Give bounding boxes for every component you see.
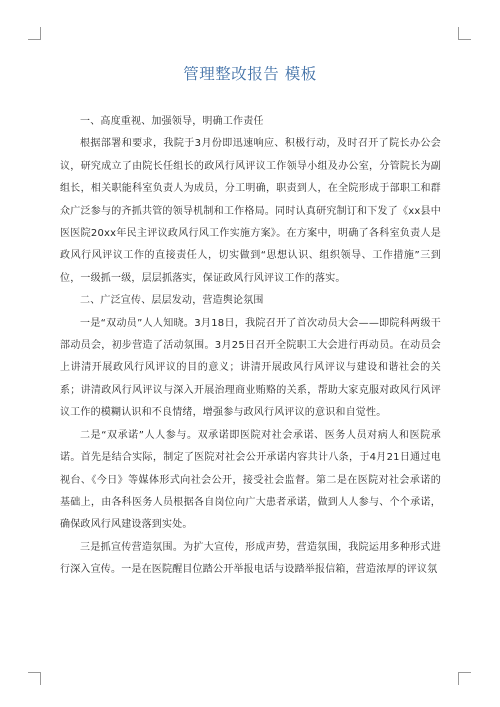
paragraph-3: 二是“双承诺”人人参与。双承诺即医院对社会承诺、医务人员对病人和医院承诺。首先是结合实际，制定了医院对社会公开承诺内容共计八条，于4月21日通过电视台、《今日》等媒体形式向社会公开，接受社会监督。第二是在医院对社会承诺的基础上，由各科医务人员根据各自岗位向广大患者承诺，做到人人参与、个个承诺，确保政风行风建设落到实处。 — [60, 429, 441, 531]
document-title: 管理整改报告 模板 — [183, 65, 317, 83]
crop-mark-bottom-left — [28, 672, 41, 685]
section-heading-1: 一、高度重视、加强领导，明确工作责任 — [80, 116, 264, 127]
paragraph-1: 根据部署和要求，我院于3月份即迅速响应、积极行动，及时召开了院长办公会议，研究成立了由院长任组长的政风行风评议工作领导小组及办公室，分管院长为副组长，相关职能科室负责人为成员，分工明确，职责到人，在全院形成于部职工和群众广泛参与的齐抓共管的领导机制和工作格局。同时认真研究制订和下发了《xx县中医医院20xx年民主评议政风行风工作实施方案》。在方案中，明确了各科室负责人是政风行风评议工作的直接责任人，切实做到“思想认识、组织领导、工作措施”三到位，一级抓一级，层层抓落实，保证政风行风评议工作的落实。 — [60, 138, 441, 284]
paragraph-2: 一是“双动员”人人知晓。3月18日，我院召开了首次动员大会——即院科两级干部动员会，初步营造了活动氛围。3月25日召开全院职工大会进行再动员。在动员会上讲清开展政风行风评议的目的意义；讲清开展政风行风评议与建设和谐社会的关系；讲清政风行风评议与深入开展治理商业贿赂的关系，帮助大家克服对政风行风评议工作的模糊认识和不良情绪，增强参与政风行风评议的意识和自觉性。 — [60, 317, 441, 419]
crop-mark-bottom-right — [458, 672, 471, 685]
crop-mark-top-left — [28, 27, 41, 40]
section-heading-2: 二、广泛宣传、层层发动，营造舆论氛围 — [80, 295, 264, 307]
document-body — [60, 111, 441, 582]
paragraph-4: 三是抓宣传营造氛围。为扩大宣传，形成声势，营造氛围，我院运用多种形式进行深入宣传。一是在医院醒目位踏公开举报电话与设踏举报信箱，营造浓厚的评议氛 — [60, 541, 441, 576]
crop-mark-top-right — [458, 27, 471, 40]
